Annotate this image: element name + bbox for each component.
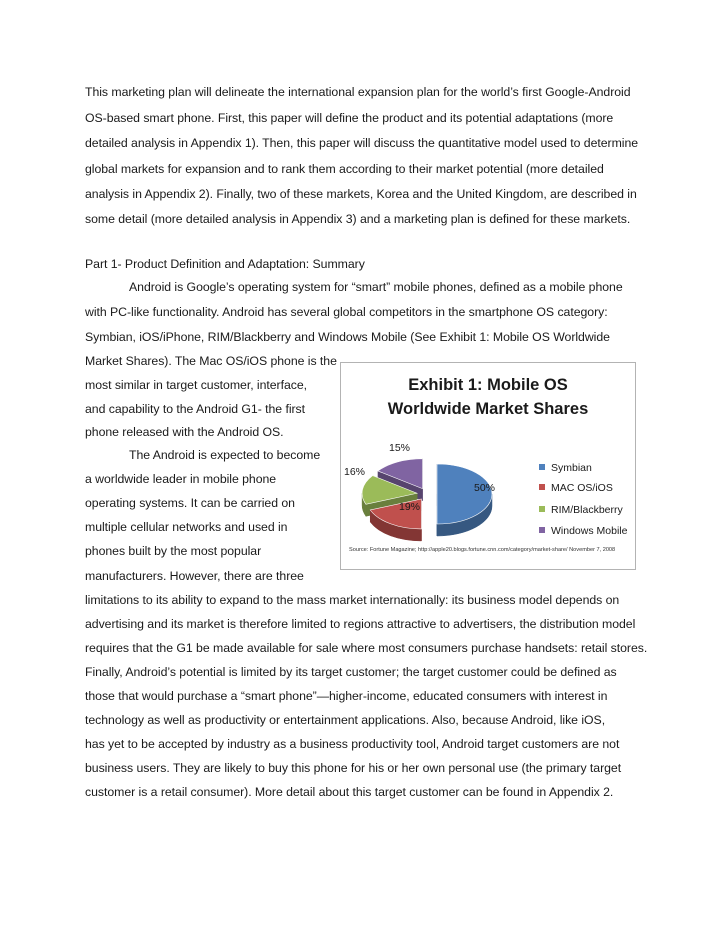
body-line: The Android is expected to become <box>129 448 321 462</box>
slice-label-mac-os: 19% <box>399 501 421 513</box>
legend-label: MAC OS/iOS <box>551 482 613 494</box>
chart-title-line-1: Exhibit 1: Mobile OS <box>408 376 568 394</box>
pie-chart <box>341 363 637 571</box>
body-line: has yet to be accepted by industry as a business productivity tool, Android target customers are not <box>85 737 620 751</box>
body-line: Market Shares). The Mac OS/iOS phone is the <box>85 354 337 368</box>
slice-label-rim: 16% <box>344 466 366 478</box>
body-line: those that would purchase a “smart phone”—higher-income, educated consumers with interest in <box>85 689 608 703</box>
legend-item-windows <box>539 525 627 537</box>
body-line: multiple cellular networks and used in <box>85 520 288 534</box>
body-line: business users. They are likely to buy this phone for his or her own personal use (the primary target <box>85 761 622 775</box>
intro-line: OS-based smart phone. First, this paper will define the product and its potential adaptations (more <box>85 111 614 125</box>
body-line: with PC-like functionality. Android has several global competitors in the smartphone OS category: <box>85 305 608 319</box>
chart-title-line-2: Worldwide Market Shares <box>387 400 589 418</box>
legend-item-rim <box>539 504 623 516</box>
body-line: phone released with the Android OS. <box>85 425 284 439</box>
body-line: technology as well as productivity or entertainment applications. Also, because Android, like iOS, <box>85 713 606 727</box>
body-line: manufacturers. However, there are three <box>85 569 304 583</box>
legend-label: Windows Mobile <box>551 525 628 537</box>
chart-source: Source: Fortune Magazine; http://apple20.blogs.fortune.cnn.com/category/market-share/ November 7, 2008 <box>349 547 616 553</box>
body-line: and capability to the Android G1- the first <box>85 402 306 416</box>
legend-swatch <box>539 506 545 512</box>
legend-swatch <box>539 484 545 490</box>
body-line: most similar in target customer, interface, <box>85 378 308 392</box>
body-line: requires that the G1 be made available for sale where most consumers purchase handsets: retail stores. <box>85 641 648 655</box>
legend-swatch <box>539 464 545 470</box>
legend-swatch <box>539 527 545 533</box>
slice-label-windows: 15% <box>389 442 411 454</box>
body-line: Symbian, iOS/iPhone, RIM/Blackberry and Windows Mobile (See Exhibit 1: Mobile OS Worldwide <box>85 330 610 344</box>
body-line: customer is a retail consumer). More detail about this target customer can be found in Appendix 2. <box>85 785 614 799</box>
section-heading: Part 1- Product Definition and Adaptation: Summary <box>85 257 365 271</box>
legend-label: Symbian <box>551 462 592 474</box>
intro-line: detailed analysis in Appendix 1). Then, this paper will discuss the quantitative model used to determine <box>85 136 639 150</box>
body-line: operating systems. It can be carried on <box>85 496 295 510</box>
body-line: a worldwide leader in mobile phone <box>85 472 277 486</box>
legend-label: RIM/Blackberry <box>551 504 623 516</box>
intro-line: This marketing plan will delineate the international expansion plan for the world’s first Google-Android <box>85 85 631 99</box>
body-line: phones built by the most popular <box>85 544 262 558</box>
legend-item-mac-os <box>539 482 613 494</box>
intro-line: global markets for expansion and to rank them according to their market potential (more detailed <box>85 162 604 176</box>
body-line: advertising and its market is therefore limited to regions attractive to advertisers, the distribution model <box>85 617 636 631</box>
legend-item-symbian <box>539 462 592 474</box>
intro-line: analysis in Appendix 2). Finally, two of these markets, Korea and the United Kingdom, are described in <box>85 187 637 201</box>
slice-label-symbian: 50% <box>474 482 496 494</box>
intro-line: some detail (more detailed analysis in Appendix 3) and a marketing plan is defined for these markets. <box>85 212 631 226</box>
body-line: limitations to its ability to expand to the mass market internationally: its business model depends on <box>85 593 620 607</box>
body-line: Android is Google’s operating system for “smart” mobile phones, defined as a mobile phone <box>129 280 623 294</box>
body-line: Finally, Android’s potential is limited by its target customer; the target customer could be defined as <box>85 665 617 679</box>
exhibit-chart <box>340 362 636 570</box>
